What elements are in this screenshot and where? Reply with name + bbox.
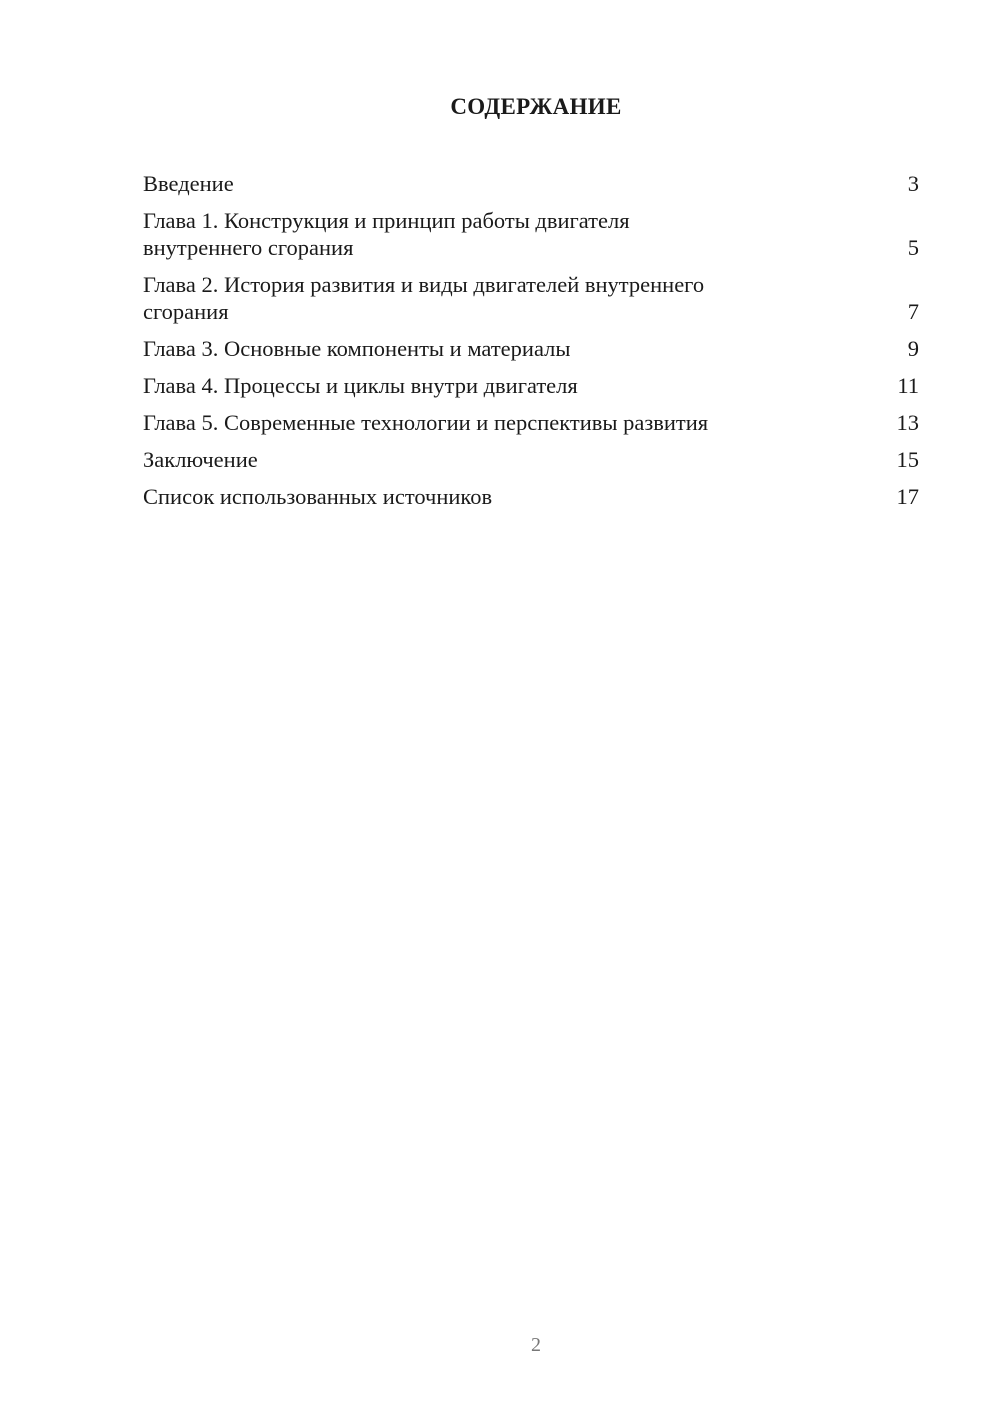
toc-entry-chapter-2 xyxy=(143,271,919,325)
toc-entry-references xyxy=(143,483,919,510)
table-of-contents xyxy=(143,170,919,520)
toc-entry-page: 3 xyxy=(907,171,919,196)
toc-entry-page: 9 xyxy=(907,336,919,361)
toc-entry-chapter-5 xyxy=(143,409,919,436)
toc-entry-label: Список использованных источников xyxy=(143,484,493,509)
toc-entry-page: 15 xyxy=(896,447,919,472)
toc-entry-page: 7 xyxy=(907,299,919,324)
page-number: 2 xyxy=(531,1334,541,1356)
toc-title: СОДЕРЖАНИЕ xyxy=(450,94,622,119)
toc-entry-chapter-4 xyxy=(143,372,919,399)
toc-entry-label: Глава 5. Современные технологии и перспективы развития xyxy=(143,410,709,435)
toc-entry-introduction xyxy=(143,170,919,197)
toc-entry-page: 17 xyxy=(896,484,919,509)
toc-entry-label: Глава 2. История развития и виды двигателей внутреннего сгорания xyxy=(143,272,705,324)
toc-entry-label: Заключение xyxy=(143,447,258,472)
toc-entry-page: 13 xyxy=(896,410,919,435)
toc-entry-label: Глава 1. Конструкция и принцип работы двигателя внутреннего сгорания xyxy=(143,208,630,260)
toc-entry-label: Введение xyxy=(143,171,234,196)
toc-entry-chapter-1 xyxy=(143,207,919,261)
toc-entry-page: 5 xyxy=(907,235,919,260)
toc-entry-page: 11 xyxy=(897,373,919,398)
toc-entry-label: Глава 4. Процессы и циклы внутри двигателя xyxy=(143,373,578,398)
toc-entry-conclusion xyxy=(143,446,919,473)
toc-entry-label: Глава 3. Основные компоненты и материалы xyxy=(143,336,571,361)
toc-entry-chapter-3 xyxy=(143,335,919,362)
